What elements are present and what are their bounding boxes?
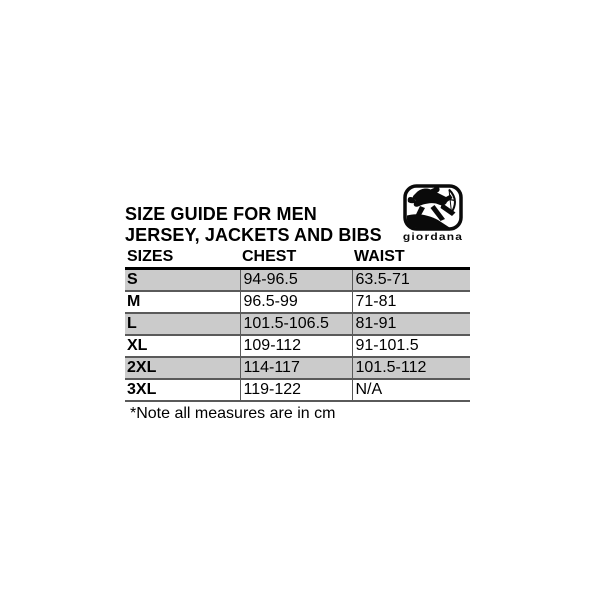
- table-row-3xl: [125, 379, 470, 401]
- waist-cell: 71-81: [352, 291, 470, 313]
- waist-cell: 81-91: [352, 313, 470, 335]
- title-line-1: SIZE GUIDE FOR MEN: [125, 204, 317, 224]
- chest-cell: 109-112: [240, 335, 352, 357]
- chest-cell: 94-96.5: [240, 269, 352, 292]
- waist-cell: 91-101.5: [352, 335, 470, 357]
- size-cell: L: [125, 313, 240, 335]
- brand-logo: [394, 184, 472, 245]
- size-cell: S: [125, 269, 240, 292]
- chest-cell: 96.5-99: [240, 291, 352, 313]
- column-header-sizes: SIZES: [125, 248, 240, 269]
- column-header-waist: WAIST: [352, 248, 470, 269]
- chest-cell: 101.5-106.5: [240, 313, 352, 335]
- table-header-row: [125, 248, 470, 269]
- size-guide-table: [125, 248, 470, 402]
- size-cell: 2XL: [125, 357, 240, 379]
- brand-wordmark: giordana: [402, 231, 464, 243]
- chest-cell: 119-122: [240, 379, 352, 401]
- page-title: [125, 204, 382, 246]
- footnote: *Note all measures are in cm: [130, 405, 336, 422]
- table-row-s: [125, 269, 470, 292]
- waist-cell: 63.5-71: [352, 269, 470, 292]
- column-header-chest: CHEST: [240, 248, 352, 269]
- table-row-xl: [125, 335, 470, 357]
- table-row-l: [125, 313, 470, 335]
- title-line-2: JERSEY, JACKETS AND BIBS: [125, 225, 382, 245]
- size-cell: M: [125, 291, 240, 313]
- table-row-m: [125, 291, 470, 313]
- centaur-archer-icon: [403, 184, 463, 231]
- table-row-2xl: [125, 357, 470, 379]
- chest-cell: 114-117: [240, 357, 352, 379]
- size-cell: 3XL: [125, 379, 240, 401]
- waist-cell: N/A: [352, 379, 470, 401]
- waist-cell: 101.5-112: [352, 357, 470, 379]
- size-cell: XL: [125, 335, 240, 357]
